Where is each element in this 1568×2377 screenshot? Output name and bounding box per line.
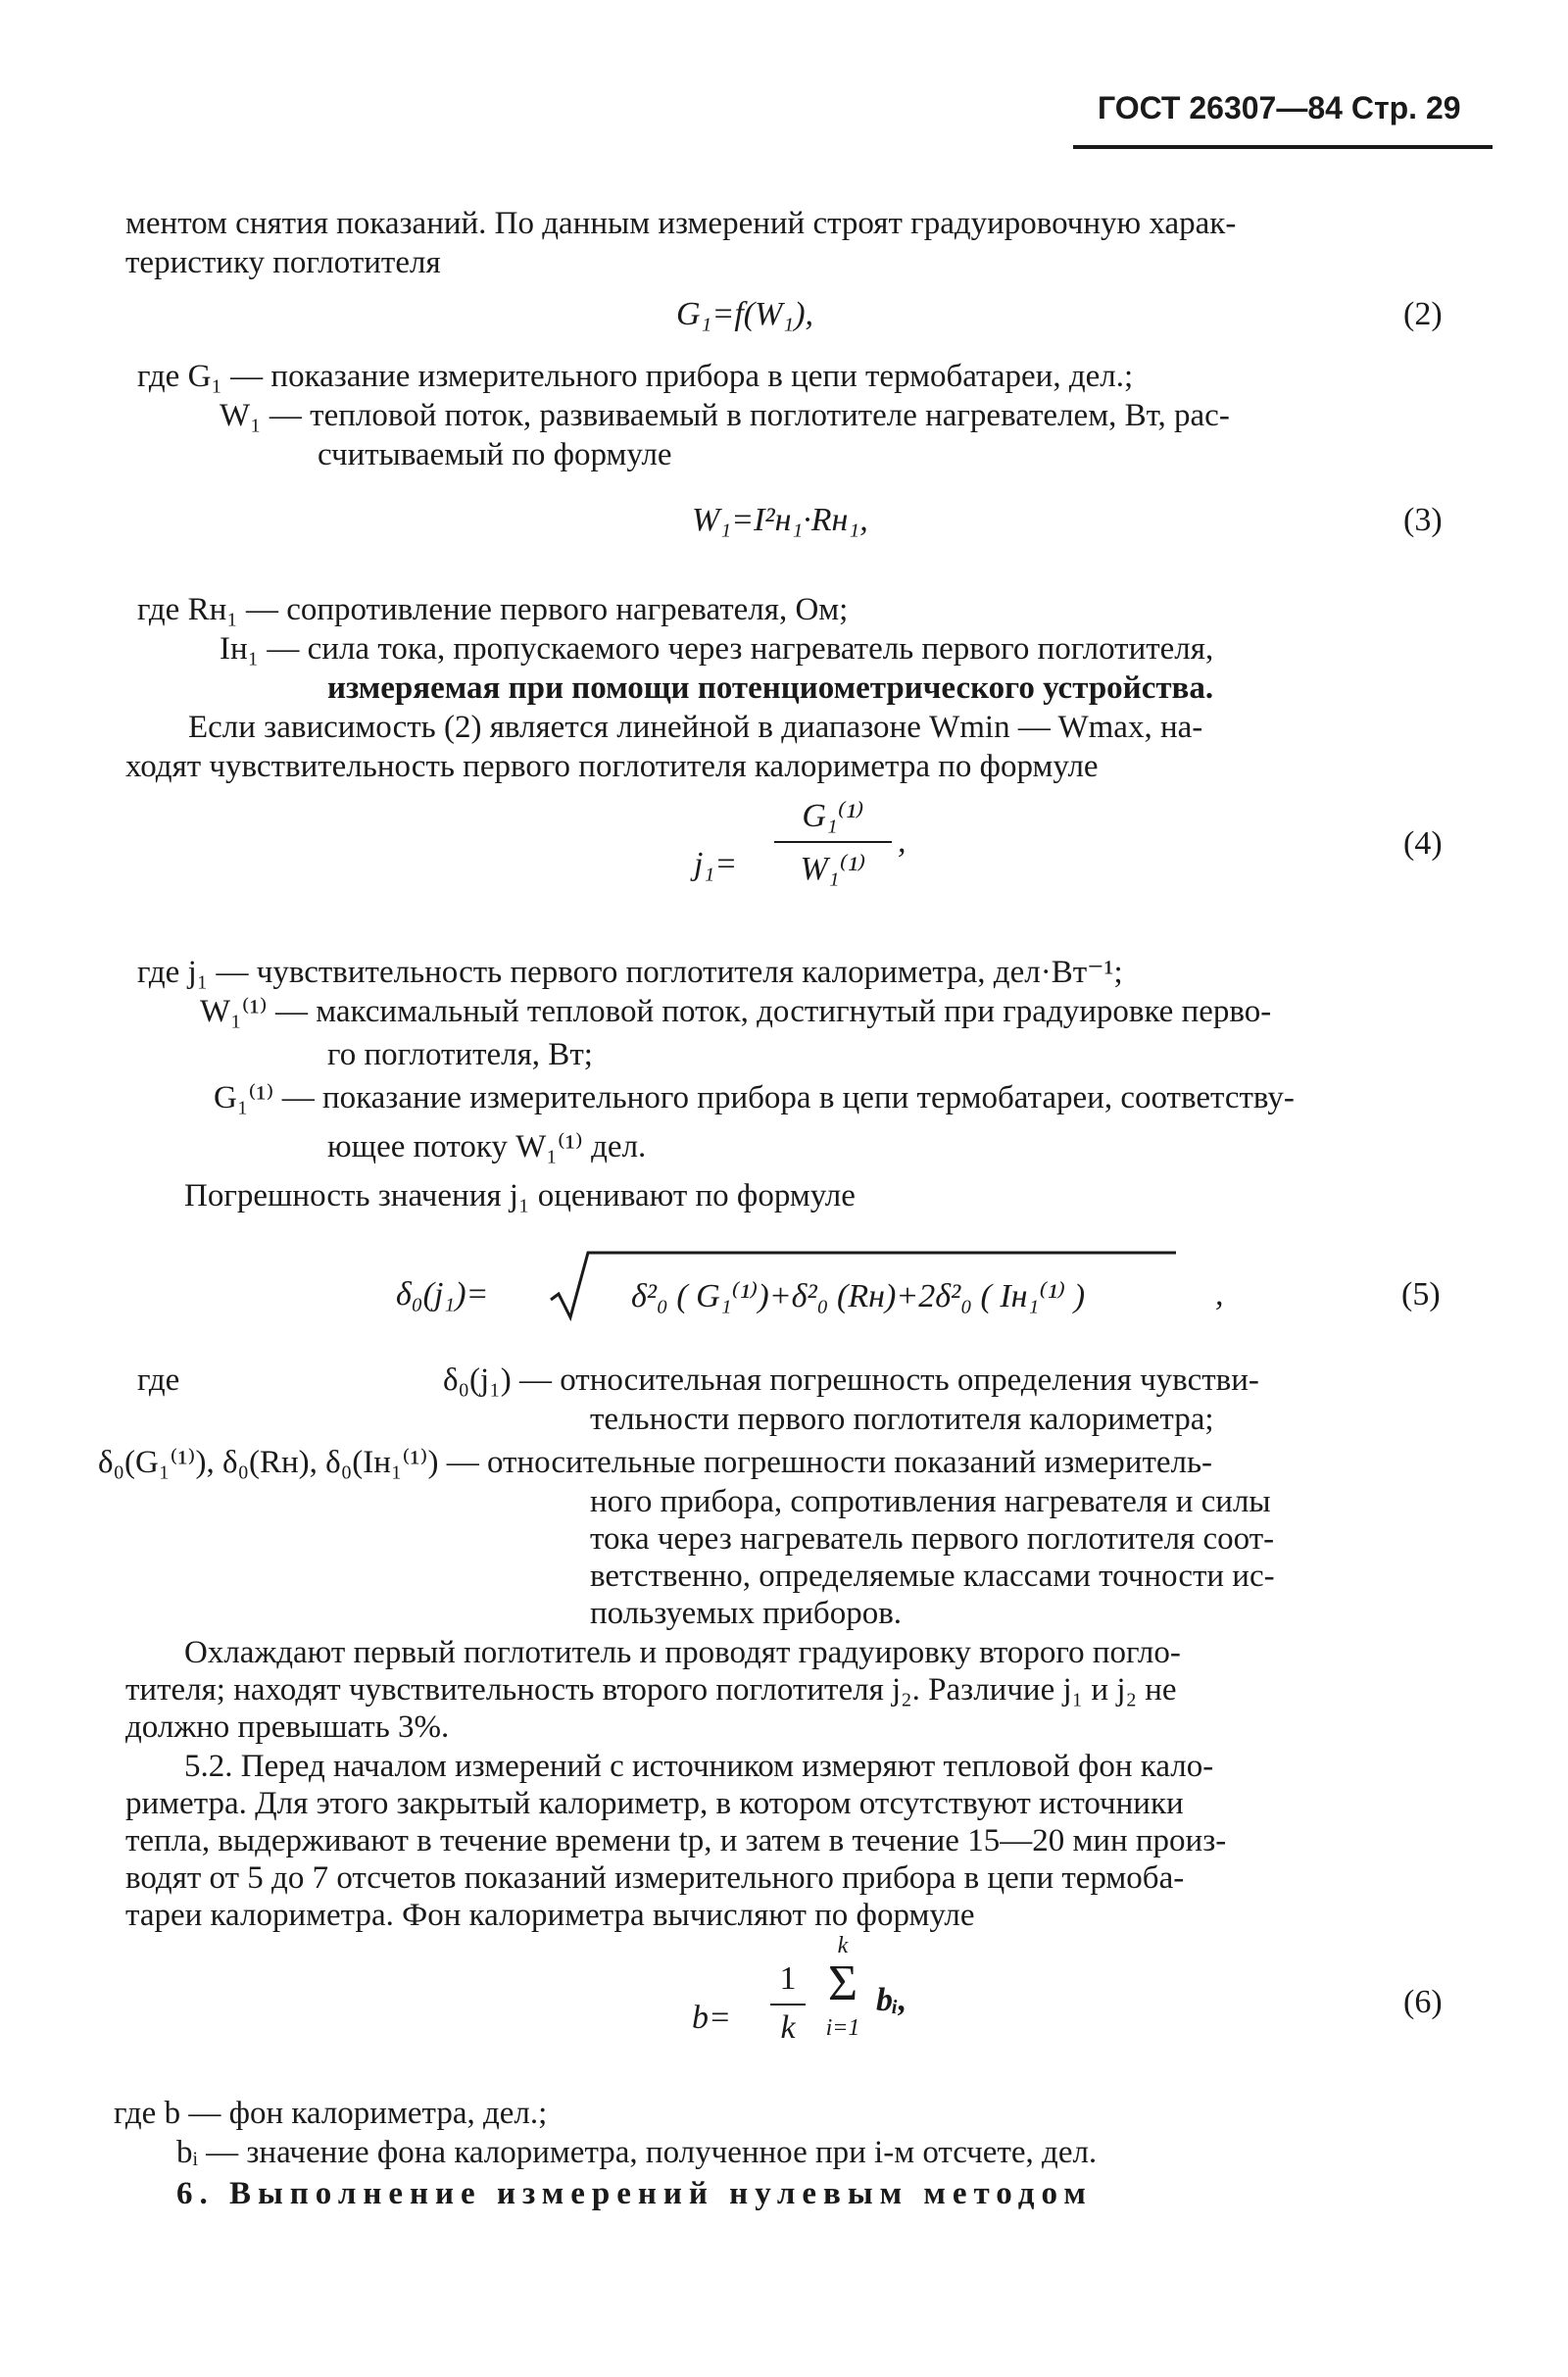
text-line: го поглотителя, Вт; [327,1037,593,1072]
text-line: пользуемых приборов. [590,1596,903,1631]
equation-number: (3) [1403,502,1443,538]
formula-4-tail: , [898,823,906,860]
text-line: измеряемая при помощи потенциометрического устройства. [327,670,1214,706]
text-line: Погрешность значения j₁ оценивают по формуле [184,1178,856,1213]
text-line: ментом снятия показаний. По данным измерений строят градуировочную харак- [125,206,1237,241]
text-line: теристику поглотителя [125,245,441,280]
text-line: тителя; находят чувствительность второго поглотителя j₂. Различие j₁ и j₂ не [125,1672,1177,1708]
formula-4-lhs: j₁= [694,846,738,882]
page-header: ГОСТ 26307—84 Стр. 29 [1098,90,1461,125]
text-line: считываемый по формуле [318,437,672,472]
text-line: где b — фон калориметра, дел.; [114,2096,548,2131]
equation-number: (6) [1403,1984,1443,2020]
text-line: ного прибора, сопротивления нагревателя и силы [590,1484,1271,1519]
text-line: δ₀(G₁⁽¹⁾), δ₀(Rн), δ₀(Iн₁⁽¹⁾) — относительные погрешности показаний измеритель- [98,1445,1213,1480]
text-line: тареи калориметра. Фон калориметра вычисляют по формуле [125,1898,975,1933]
text-line: тепла, выдерживают в течение времени tр, и затем в течение 15—20 мин произ- [125,1823,1227,1858]
formula-5-tail: , [1215,1276,1224,1312]
formula-4-numerator: G₁⁽¹⁾ [802,798,864,834]
text-line: где G₁ — показание измерительного прибора в цепи термобатареи, дел.; [137,359,1134,394]
text-line: тока через нагреватель первого поглотителя соот- [590,1521,1275,1557]
formula-3: W₁=I²н₁·Rн₁, [692,502,868,538]
equation-number: (4) [1403,825,1443,862]
formula-4-denominator: W₁⁽¹⁾ [800,851,866,887]
header-rule [1073,145,1493,149]
formula-6-denominator: k [780,2009,796,2046]
fraction-bar [774,841,892,843]
text-line: водят от 5 до 7 отсчетов показаний измерительного прибора в цепи термоба- [125,1860,1185,1896]
text-line: 5.2. Перед началом измерений с источником измеряют тепловой фон кало- [184,1749,1214,1784]
formula-2: G₁=f(W₁), [676,296,814,332]
text-line: ветственно, определяемые классами точности ис- [590,1559,1275,1594]
fraction-bar [770,2004,806,2006]
text-line: G₁⁽¹⁾ — показание измерительного прибора в цепи термобатареи, соответству- [214,1080,1295,1115]
equation-number: (2) [1403,296,1443,332]
sum-lower-limit: i=1 [825,2015,860,2041]
sum-upper-limit: k [837,1933,849,1958]
text-line: риметра. Для этого закрытый калориметр, в котором отсутствуют источники [125,1786,1184,1821]
formula-5-lhs: δ₀(j₁)= [396,1276,489,1312]
formula-6-tail: bᵢ, [876,1982,907,2018]
formula-5-radicand: δ²₀ ( G₁⁽¹⁾)+δ²₀ (Rн)+2δ²₀ ( Iн₁⁽¹⁾ ) [631,1278,1086,1314]
summation-sign: Σ [827,1956,858,2011]
text-line: W₁ — тепловой поток, развиваемый в поглотителе нагревателем, Вт, рас- [220,398,1230,433]
text-line: ходят чувствительность первого поглотителя калориметра по формуле [125,749,1099,784]
text-line: Охлаждают первый поглотитель и проводят градуировку второго погло- [184,1635,1181,1670]
text-line: Если зависимость (2) является линейной в диапазоне Wmin — Wmax, на- [188,710,1203,745]
text-line: δ₀(j₁) — относительная погрешность определения чувстви- [443,1362,1259,1398]
text-line: тельности первого поглотителя калориметра; [590,1402,1214,1437]
text-line: должно превышать 3%. [125,1709,450,1745]
equation-number: (5) [1401,1276,1441,1312]
text-line: где [137,1362,180,1398]
section-heading: 6. Выполнение измерений нулевым методом [176,2176,1093,2211]
formula-6-lhs: b= [692,2000,731,2036]
text-line: W₁⁽¹⁾ — максимальный тепловой поток, достигнутый при градуировке перво- [200,994,1272,1029]
formula-6-numerator: 1 [779,1960,797,1997]
text-line: где Rн₁ — сопротивление первого нагревателя, Ом; [137,592,849,627]
text-line: Iн₁ — сила тока, пропускаемого через нагреватель первого поглотителя, [220,631,1214,667]
text-line: bᵢ — значение фона калориметра, полученное при i-м отсчете, дел. [176,2135,1098,2170]
text-line: где j₁ — чувствительность первого поглотителя калориметра, дел·Вт⁻¹; [137,955,1123,990]
text-line: ющее потоку W₁⁽¹⁾ дел. [327,1129,647,1164]
